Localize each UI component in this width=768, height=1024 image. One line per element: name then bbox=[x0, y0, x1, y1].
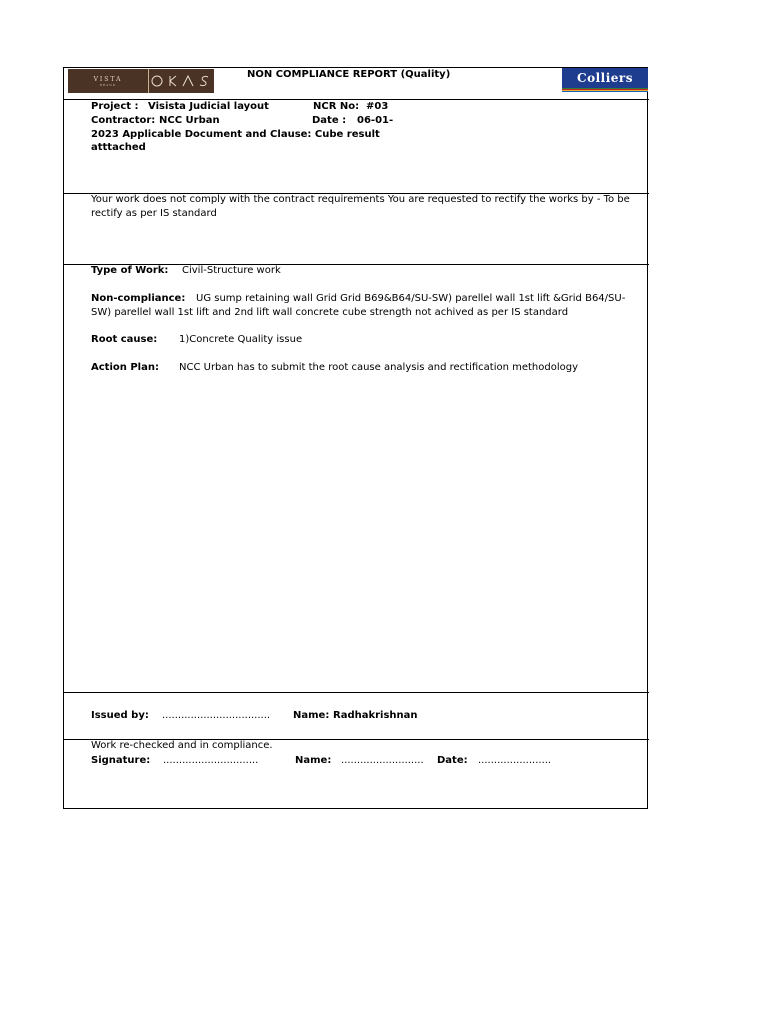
colliers-stripe-blue bbox=[562, 91, 648, 92]
okas-wordmark-icon bbox=[151, 74, 213, 88]
date-value: 06-01- bbox=[357, 115, 394, 126]
okas-logo-text bbox=[149, 69, 214, 93]
header-divider bbox=[63, 99, 649, 100]
contractor-value: NCC Urban bbox=[159, 115, 220, 126]
non-compliance-label: Non-compliance: bbox=[91, 293, 186, 304]
project-label: Project : bbox=[91, 101, 139, 112]
root-cause-value: 1)Concrete Quality issue bbox=[179, 334, 303, 345]
notice-text-line2: rectify as per IS standard bbox=[91, 208, 217, 219]
vista-okas-logo bbox=[68, 69, 214, 93]
vista-logo-text: VISTA bbox=[93, 75, 123, 83]
signature-label: Signature: bbox=[91, 755, 151, 766]
compliance-status: Work re-checked and in compliance. bbox=[91, 740, 273, 751]
closure-date-label: Date: bbox=[437, 755, 468, 766]
colliers-logo: Colliers bbox=[562, 68, 648, 88]
non-compliance-line2: SW) parellel wall 1st lift and 2nd lift wall concrete cube strength not achived as per IS standard bbox=[91, 307, 569, 318]
issued-name-label: Name: bbox=[293, 710, 330, 721]
vista-logo-subtext: BRAND bbox=[99, 82, 117, 87]
ncr-label: NCR No: bbox=[313, 101, 360, 112]
notice-text-line1: Your work does not comply with the contract requirements You are requested to rectify the works by - To be bbox=[91, 194, 630, 205]
signature-line: .............................. bbox=[163, 755, 259, 766]
action-plan-value: NCC Urban has to submit the root cause analysis and rectification methodology bbox=[179, 362, 579, 373]
contractor-label: Contractor: bbox=[91, 115, 156, 126]
closure-name-label: Name: bbox=[295, 755, 332, 766]
type-of-work-label: Type of Work: bbox=[91, 265, 169, 276]
root-cause-label: Root cause: bbox=[91, 334, 158, 345]
non-compliance-line1: UG sump retaining wall Grid Grid B69&B64/SU-SW) parellel wall 1st lift &Grid B64/SU- bbox=[196, 293, 626, 304]
action-plan-label: Action Plan: bbox=[91, 362, 159, 373]
page-title: NON COMPLIANCE REPORT (Quality) bbox=[247, 69, 451, 80]
document-clause-cont: atttached bbox=[91, 142, 146, 153]
ncr-value: #03 bbox=[366, 101, 389, 112]
closure-name-line: .......................... bbox=[341, 755, 424, 766]
document-clause: 2023 Applicable Document and Clause: Cube result bbox=[91, 129, 380, 140]
closure-date-line: ....................... bbox=[478, 755, 552, 766]
project-value: Visista Judicial layout bbox=[148, 101, 269, 112]
issued-by-label: Issued by: bbox=[91, 710, 149, 721]
issued-name-value: Radhakrishnan bbox=[333, 710, 418, 721]
details-divider bbox=[63, 692, 649, 693]
type-of-work-value: Civil-Structure work bbox=[182, 265, 281, 276]
issued-by-signature-line: .................................. bbox=[162, 710, 271, 721]
date-label: Date : bbox=[312, 115, 347, 126]
report-frame bbox=[63, 67, 648, 809]
